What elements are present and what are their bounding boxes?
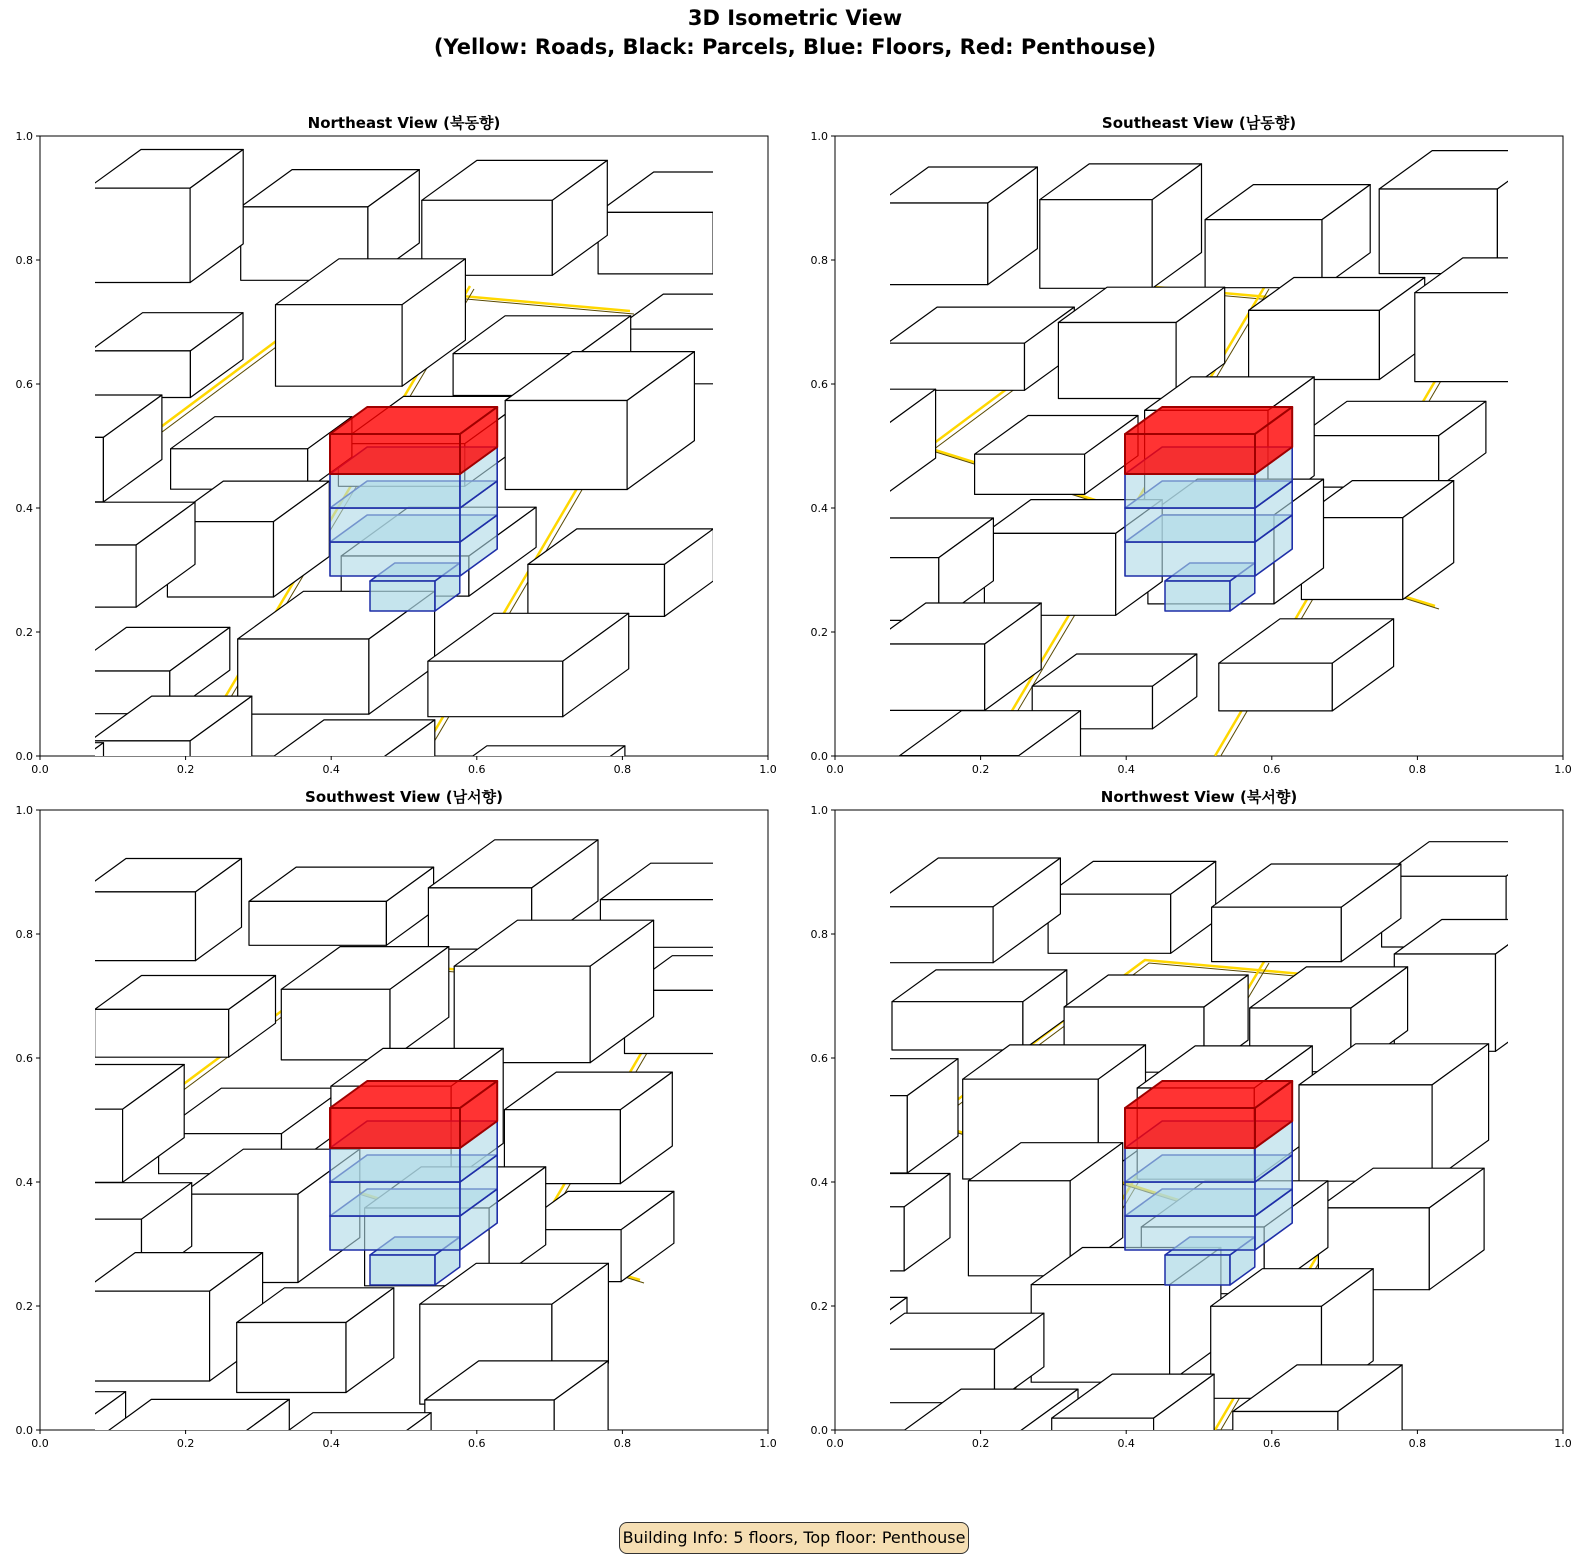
x-tick-label: 0.4 bbox=[322, 1437, 340, 1450]
y-tick-label: 0.6 bbox=[810, 378, 828, 391]
southeast-view-panel bbox=[795, 108, 1575, 808]
y-tick-label: 0.6 bbox=[15, 378, 33, 391]
x-tick-label: 1.0 bbox=[1554, 763, 1572, 776]
y-tick-label: 1.0 bbox=[810, 804, 828, 817]
y-tick-label: 0.8 bbox=[810, 928, 828, 941]
figure-title-line2: (Yellow: Roads, Black: Parcels, Blue: Floors, Red: Penthouse) bbox=[433, 35, 1157, 59]
penthouse-block bbox=[330, 407, 497, 474]
x-tick-label: 0.6 bbox=[468, 763, 486, 776]
x-tick-label: 0.8 bbox=[1408, 1437, 1427, 1450]
x-tick-label: 1.0 bbox=[1554, 1437, 1572, 1450]
x-tick-label: 0.2 bbox=[971, 1437, 990, 1450]
y-tick-label: 0.0 bbox=[810, 1424, 828, 1437]
y-tick-label: 0.2 bbox=[810, 626, 828, 639]
y-tick-label: 0.4 bbox=[15, 502, 33, 515]
y-tick-label: 1.0 bbox=[810, 130, 828, 143]
penthouse-block bbox=[1125, 407, 1292, 474]
panel-title: Southeast View (남동향) bbox=[1101, 114, 1297, 132]
panel-title: Northeast View (북동향) bbox=[307, 114, 501, 132]
northeast-view-panel bbox=[0, 108, 780, 808]
x-tick-label: 0.6 bbox=[1263, 1437, 1281, 1450]
parcel-building bbox=[1299, 1044, 1489, 1181]
parcel-building bbox=[1048, 861, 1216, 953]
x-tick-label: 1.0 bbox=[759, 763, 777, 776]
x-tick-label: 0.2 bbox=[971, 763, 990, 776]
x-tick-label: 0.0 bbox=[31, 1437, 49, 1450]
x-tick-label: 0.4 bbox=[1117, 763, 1135, 776]
y-tick-label: 0.2 bbox=[15, 626, 33, 639]
x-tick-label: 0.4 bbox=[322, 763, 340, 776]
x-tick-label: 0.6 bbox=[468, 1437, 486, 1450]
southwest-view-panel bbox=[0, 782, 780, 1482]
y-tick-label: 1.0 bbox=[15, 804, 33, 817]
y-tick-label: 0.2 bbox=[810, 1300, 828, 1313]
ne-view-canvas bbox=[0, 108, 780, 808]
y-tick-label: 1.0 bbox=[15, 130, 33, 143]
nw-view-canvas bbox=[795, 782, 1575, 1482]
se-view-canvas bbox=[795, 108, 1575, 808]
figure-title bbox=[0, 4, 1590, 62]
x-tick-label: 0.0 bbox=[31, 763, 49, 776]
x-tick-label: 0.8 bbox=[613, 1437, 632, 1450]
x-tick-label: 0.6 bbox=[1263, 763, 1281, 776]
northwest-view-panel bbox=[795, 782, 1575, 1482]
panel-title: Southwest View (남서향) bbox=[305, 788, 503, 806]
y-tick-label: 0.0 bbox=[810, 750, 828, 763]
x-tick-label: 0.0 bbox=[826, 1437, 844, 1450]
x-tick-label: 1.0 bbox=[759, 1437, 777, 1450]
building-info-box: Building Info: 5 floors, Top floor: Penthouse bbox=[619, 1522, 969, 1554]
y-tick-label: 0.8 bbox=[15, 254, 33, 267]
y-tick-label: 0.4 bbox=[15, 1176, 33, 1189]
x-tick-label: 0.0 bbox=[826, 763, 844, 776]
y-tick-label: 0.4 bbox=[810, 1176, 828, 1189]
y-tick-label: 0.6 bbox=[15, 1052, 33, 1065]
figure-title-line1: 3D Isometric View bbox=[687, 6, 903, 30]
penthouse-block bbox=[330, 1081, 497, 1148]
y-tick-label: 0.6 bbox=[810, 1052, 828, 1065]
parcel-building bbox=[1249, 278, 1425, 380]
x-tick-label: 0.2 bbox=[176, 763, 195, 776]
sw-view-canvas bbox=[0, 782, 780, 1482]
parcel-building bbox=[80, 859, 242, 961]
y-tick-label: 0.4 bbox=[810, 502, 828, 515]
x-tick-label: 0.4 bbox=[1117, 1437, 1135, 1450]
panel-title: Northwest View (북서향) bbox=[1100, 788, 1298, 806]
parcel-building bbox=[1040, 164, 1202, 288]
y-tick-label: 0.2 bbox=[15, 1300, 33, 1313]
y-tick-label: 0.8 bbox=[810, 254, 828, 267]
y-tick-label: 0.0 bbox=[15, 1424, 33, 1437]
y-tick-label: 0.8 bbox=[15, 928, 33, 941]
x-tick-label: 0.2 bbox=[176, 1437, 195, 1450]
y-tick-label: 0.0 bbox=[15, 750, 33, 763]
penthouse-block bbox=[1125, 1081, 1292, 1148]
x-tick-label: 0.8 bbox=[613, 763, 632, 776]
x-tick-label: 0.8 bbox=[1408, 763, 1427, 776]
parcel-building bbox=[82, 1253, 262, 1381]
